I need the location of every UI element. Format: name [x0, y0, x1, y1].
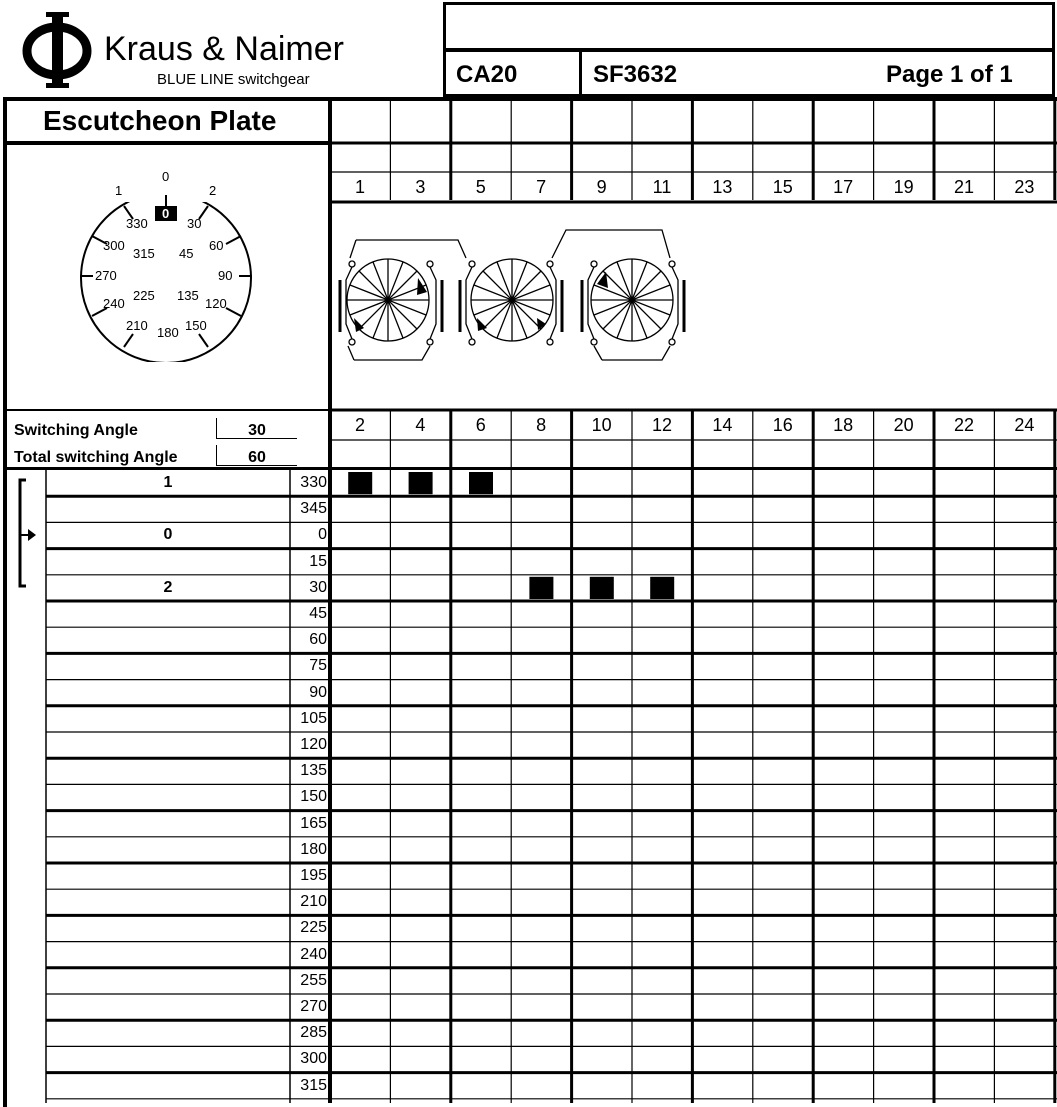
dial-angle-315: 315: [133, 246, 155, 261]
dial-angle-210: 210: [126, 318, 148, 333]
terminal-bottom-12: 12: [651, 415, 673, 435]
row-angle: 105: [300, 709, 327, 727]
dial-angle-270: 270: [95, 268, 117, 283]
closed-contact-mark: [409, 472, 433, 494]
section-title: Escutcheon Plate: [43, 105, 277, 136]
dial-position-2: 2: [209, 183, 217, 198]
closed-contact-mark: [348, 472, 372, 494]
closed-contact-mark: [469, 472, 493, 494]
row-position: 1: [163, 474, 173, 491]
terminal-top-17: 17: [833, 177, 854, 197]
row-angle: 0: [318, 526, 327, 544]
row-position: 2: [163, 578, 173, 596]
terminal-bottom-18: 18: [833, 415, 854, 435]
dial-angle-30: 30: [187, 216, 202, 231]
terminal-top-15: 15: [772, 177, 793, 197]
terminal-bottom-2: 2: [354, 415, 365, 435]
terminal-bottom-14: 14: [712, 415, 733, 435]
row-angle: 75: [309, 657, 327, 675]
row-angle: 330: [300, 474, 327, 491]
closed-contact-mark: [650, 577, 674, 599]
row-angle: 90: [309, 683, 327, 701]
switching-angle-value: 30: [248, 422, 266, 439]
closed-contact-mark: [529, 577, 553, 599]
terminal-bottom-6: 6: [475, 415, 486, 435]
terminal-top-5: 5: [475, 177, 486, 197]
model-code: CA20: [456, 61, 518, 88]
row-position: 0: [163, 526, 173, 544]
terminal-top-9: 9: [596, 177, 607, 197]
terminal-top-21: 21: [953, 177, 975, 197]
row-angle: 345: [300, 500, 327, 518]
dial-angle-180: 180: [157, 325, 179, 340]
terminal-bottom-8: 8: [536, 415, 547, 435]
dial-position-0-top: 0: [162, 169, 170, 184]
dial-angle-150: 150: [185, 318, 207, 333]
row-angle: 180: [300, 840, 327, 858]
closed-contact-mark: [590, 577, 614, 599]
dial-angle-225: 225: [133, 288, 155, 303]
dial-position-1: 1: [115, 183, 123, 198]
terminal-bottom-4: 4: [415, 415, 426, 435]
row-angle: 315: [300, 1076, 327, 1094]
terminal-bottom-16: 16: [772, 415, 793, 435]
dial-angle-300: 300: [103, 238, 125, 253]
switching-angle-label: Switching Angle: [14, 422, 138, 439]
terminal-bottom-22: 22: [953, 415, 975, 435]
row-angle: 15: [309, 552, 327, 570]
terminal-top-11: 11: [652, 177, 672, 197]
company-tagline: BLUE LINE switchgear: [157, 71, 310, 88]
switch-code: SF3632: [593, 61, 678, 88]
row-angle: 255: [300, 971, 327, 989]
row-angle: 285: [300, 1024, 327, 1042]
dial-angle-240: 240: [103, 296, 125, 311]
row-angle: 150: [300, 788, 327, 806]
position-bracket: [10, 476, 40, 596]
row-angle: 120: [300, 736, 327, 753]
total-angle-label: Total switching Angle: [14, 449, 178, 466]
row-angle: 45: [309, 605, 327, 622]
terminal-top-7: 7: [536, 177, 547, 197]
total-angle-value: 60: [248, 449, 266, 466]
dial-selected-position: 0: [162, 206, 170, 221]
dial-angle-45: 45: [179, 246, 194, 261]
row-angle: 300: [300, 1050, 327, 1068]
row-angle: 210: [300, 893, 327, 911]
page-indicator: Page 1 of 1: [886, 61, 1013, 88]
dial-angle-60: 60: [209, 238, 224, 253]
dial-angle-120: 120: [205, 296, 227, 311]
dial-angle-90: 90: [218, 268, 233, 283]
terminal-top-3: 3: [415, 177, 426, 197]
row-angle: 270: [300, 998, 327, 1015]
row-angle: 30: [309, 578, 327, 596]
terminal-top-1: 1: [354, 177, 365, 197]
dial-angle-135: 135: [177, 288, 199, 303]
terminal-top-13: 13: [712, 177, 733, 197]
row-angle: 195: [300, 867, 327, 884]
row-angle: 225: [300, 919, 327, 937]
row-angle: 135: [300, 762, 327, 780]
dial-angle-330: 330: [126, 216, 148, 231]
row-angle: 165: [300, 814, 327, 832]
company-name: Kraus & Naimer: [104, 30, 344, 68]
row-angle: 60: [309, 631, 327, 649]
terminal-top-23: 23: [1014, 177, 1035, 197]
terminal-top-19: 19: [893, 177, 914, 197]
terminal-bottom-24: 24: [1014, 415, 1035, 435]
terminal-bottom-20: 20: [893, 415, 914, 435]
row-angle: 240: [300, 945, 327, 963]
terminal-bottom-10: 10: [591, 415, 612, 435]
